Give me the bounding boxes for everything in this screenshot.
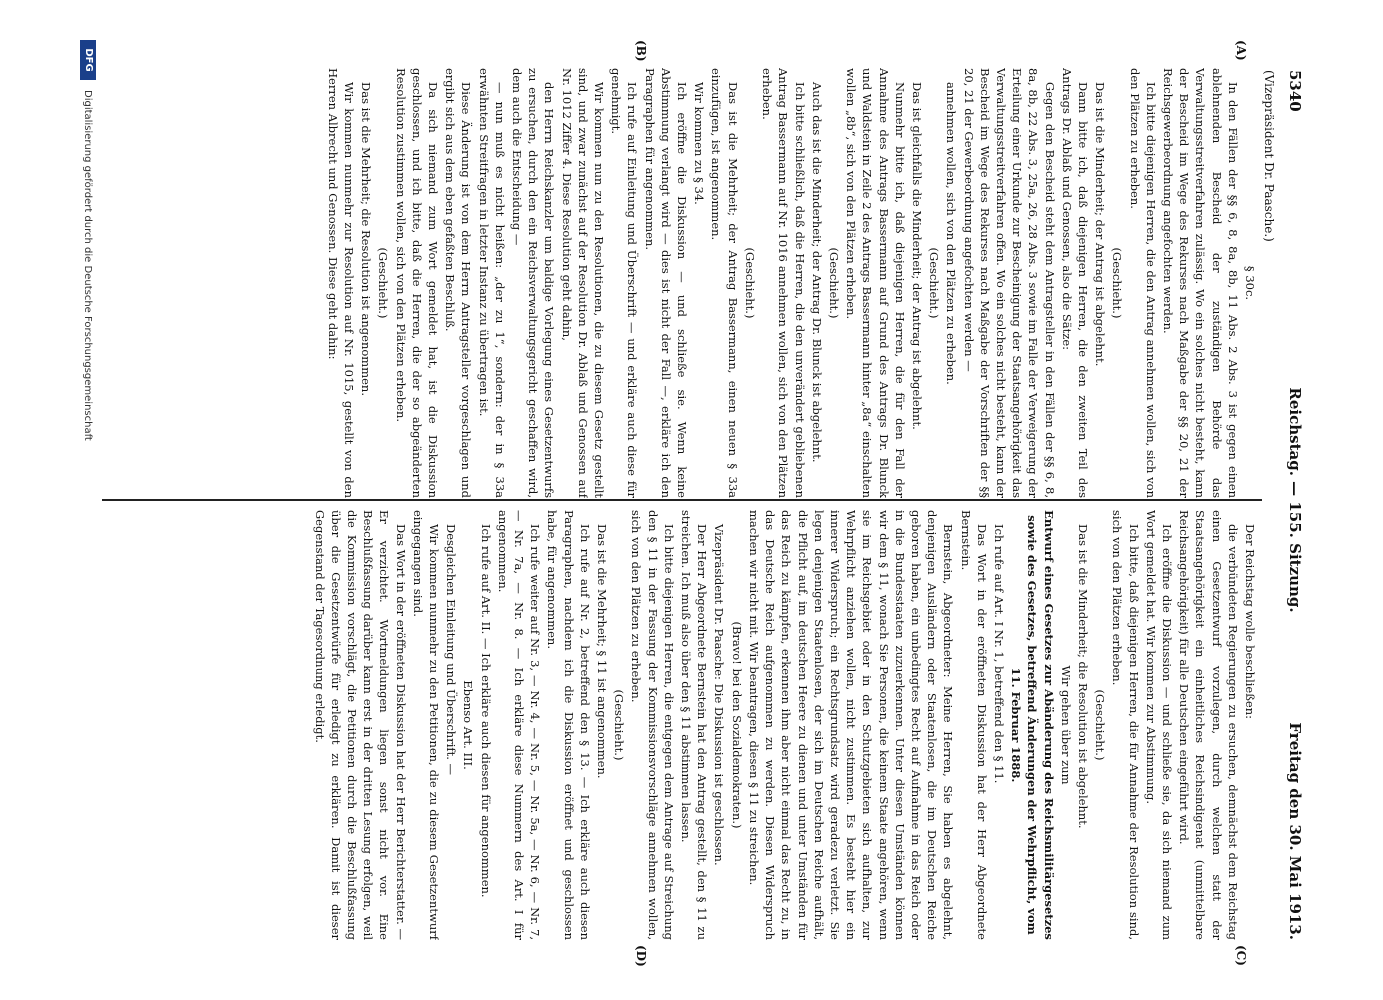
paragraph: Gegen den Bescheid steht dem Antragsteller in den Fällen der §§ 6, 8, 8a, 8b, 22 Abs. 3, 25a, 26, 28 Abs. 3 sowie im Falle der Verweigerung der Erteilung einer Urkunde zur Bescheinigung der Staatsangehörigkeit das Verwaltungsstreitverfahren offen. Wo ein solches nicht besteht, kann der Bescheid im Wege des Rekurses nach Maßgabe der Vorschriften der §§ 20, 21 der Gewerbeordnung angefochten werden — [961, 68, 1057, 498]
paragraph: Das ist die Mehrheit; die Resolution ist angenommen. [359, 82, 374, 396]
paragraph: Der Herr Abgeordnete Bernstein hat den Antrag gestellt, den § 11 zu streichen. Ich muß also über den § 11 abstimmen lassen. [679, 510, 710, 940]
column-divider [102, 499, 1262, 501]
paragraph: (Geschieht.) [1110, 247, 1125, 319]
paragraph: Wir kommen nunmehr zur Resolution auf Nr. 1015, gestellt von den Herren Albrecht und Genossen. Diese geht dahin: [325, 68, 357, 498]
footer [73, 0, 103, 1000]
left-column [98, 68, 1258, 498]
paragraph: Dann bitte ich, daß diejenigen Herren, die den zweiten Teil des Antrags Dr. Ablaß und Genossen, also die Sätze: [1059, 68, 1090, 498]
right-column [98, 510, 1258, 940]
paragraph: (Geschieht.) [612, 689, 627, 761]
paragraph: Wir kommen nun zu den Resolutionen, die zu diesem Gesetz gestellt sind, und zwar zunächst auf der Resolution Dr. Ablaß und Genossen auf Nr. 1012 Ziffer 4. Diese Resolution geht dahin, [559, 68, 607, 498]
paragraph: Wir kommen nunmehr zu den Petitionen, die zu diesem Gesetzentwurf eingegangen sind. [410, 510, 442, 940]
paragraph: Das Wort in der eröffneten Diskussion hat der Herr Berichterstatter. — Er verzichtet. Wortmeldungen liegen sonst nicht vor. Eine Beschlußfassung darüber kann erst in der dritten Lesung erfolgen, weil die Kommission vorschlägt, die Petitionen durch die Beschlußfassung über die Gesetzentwürfe für erledigt zu erklären. Damit ist dieser Gegenstand der Tagesordnung erledigt. [312, 510, 408, 940]
paragraph: § 30c. [1243, 265, 1257, 301]
page-title: Reichstag. — 155. Sitzung. [1286, 387, 1304, 613]
dfg-logo: DFG [80, 40, 96, 80]
paragraph: — nun muß es nicht heißen: „der zu 1“, sondern: der in § 33a erwähnten Streitfragen in letzter Instanz zu übertragen ist. [476, 68, 507, 498]
paragraph: Wir gehen über zum [1058, 665, 1073, 785]
paragraph: Ich bitte diejenigen Herren, die entgegen dem Antrage auf Streichung den § 11 in der Fassung der Kommissionsvorschläge annehmen wollen, sich von den Plätzen zu erheben. [629, 510, 676, 940]
paragraph: Ich rufe auf Art. II. — Ich erkläre auch diesen für angenommen. [478, 524, 493, 898]
page-number: 5340 [1286, 70, 1304, 112]
paragraph: Da sich niemand zum Wort gemeldet hat, ist die Diskussion geschlossen, und ich bitte, daß die Herren, die der so abgeänderten Resolution zustimmen wollen, sich von den Plätzen erheben. [393, 68, 441, 498]
margin-mark-a: (A) [1234, 40, 1248, 61]
margin-mark-c: (C) [1234, 945, 1248, 966]
paragraph: Entwurf eines Gesetzes zur Abänderung des Reichsmilitärgesetzes sowie des Gesetzes, betreffend Änderungen der Wehrpflicht, vom 11. Februar 1888. [1009, 510, 1056, 940]
paragraph: Ich bitte, daß diejenigen Herren, die für Annahme der Resolution sind, sich von den Plätzen erheben. [1110, 510, 1141, 940]
paragraph: Auch das ist die Minderheit; der Antrag Dr. Blunck ist abgelehnt. [809, 82, 824, 463]
paragraph: Ich rufe auf Nr. 2, betreffend den § 13. — Ich erkläre auch diesen Paragraphen, nachdem ich die Diskussion eröffnet und geschlossen habe, für angenommen. [545, 510, 592, 940]
paragraph: (Geschieht.) [742, 247, 757, 319]
paragraph: Ich eröffne die Diskussion — und schließe sie. Wenn keine Abstimmung verlangt wird — dies ist nicht der Fall —, erkläre ich den Paragraphen für angenommen. [642, 68, 690, 498]
paragraph: Desgleichen Einleitung und Überschrift. — [444, 524, 459, 776]
paragraph: Vizepräsident Dr. Paasche: Die Diskussion ist geschlossen. [712, 524, 727, 866]
paragraph: Bernstein, Abgeordneter: Meine Herren, Sie haben es abgelehnt, denjenigen Ausländern oder Staatenlosen, die im Deutschen Reiche geboren haben, ein unbedingtes Recht auf Aufnahme in das Reich oder in die Bundesstaaten zuzuerkennen. Unter diesen Umständen können wir dem § 11, wonach Sie Personen, die keinem Staate angehören, wenn sie im Reichsgebiet oder in den Schutzgebieten sich aufhalten, zur Wehrpflicht anziehen wollen, nicht zustimmen. Es besteht hier ein innerer Widerspruch; ein Rechtsgrundsatz wird geradezu verletzt. Sie legen denjenigen Staatenlosen, der sich im Deutschen Reiche aufhält, die Pflicht auf, im deutschen Heere zu dienen und unter Umständen für das Reich zu kämpfen, erkennen ihm aber nicht einmal das Recht zu, in das Deutsche Reich aufgenommen zu werden. Diesen Widerspruch machen wir nicht mit. Wir beantragen, diesen § 11 zu streichen. [746, 510, 956, 940]
paragraph: Das ist die Mehrheit; § 11 ist angenommen. [595, 524, 610, 779]
paragraph: Ich bitte diejenigen Herren, die den Antrag annehmen wollen, sich von den Plätzen zu erheben. [1127, 68, 1158, 498]
paragraph: (Bravo! bei den Sozialdemokraten.) [729, 621, 744, 829]
paragraph: den Herrn Reichskanzler um baldige Vorlegung eines Gesetzentwurfs zu ersuchen, durch den ein Reichsverwaltungsgericht geschaffen wird, dem auch die Entscheidung — [510, 68, 557, 498]
speaker-note: (Vizepräsident Dr. Paasche.) [1262, 70, 1276, 242]
document-page [73, 0, 1328, 1000]
paragraph: Das ist gleichfalls die Minderheit; der Antrag ist abgelehnt. [909, 82, 924, 430]
margin-mark-d: (D) [634, 945, 648, 967]
paragraph: Ich bitte schließlich, daß die Herren, die den unverändert gebliebenen Antrag Bassermann auf Nr. 1016 annehmen wollen, sich von den Plätzen erheben. [760, 68, 807, 498]
paragraph: (Geschieht.) [376, 247, 391, 319]
paragraph: Das Wort in der eröffneten Diskussion hat der Herr Abgeordnete Bernstein. [958, 510, 989, 940]
paragraph: Diese Änderung ist von dem Herrn Antragsteller vorgeschlagen und ergibt sich aus dem eben gefaßten Beschluß. [443, 68, 474, 498]
page-header [1278, 0, 1304, 1000]
paragraph: Der Reichstag wolle beschließen: [1243, 524, 1257, 719]
paragraph: In den Fällen der §§ 6, 8, 8a, 8b, 11 Abs. 2 Abs. 3 ist gegen einen ablehnenden Bescheid der zuständigen Behörde das Verwaltungsstreitverfahren zulässig. Wo ein solches nicht besteht, kann der Bescheid im Wege des Rekurses nach Maßgabe der §§ 20, 21 der Reichsgewerbeordnung angefochten werden. [1160, 68, 1240, 498]
paragraph: die verbündeten Regierungen zu ersuchen, demnächst dem Reichstag einen Gesetzentwurf vorzulegen, durch welchen statt der Staatsangehörigkeit ein einheitliches Reichsindigenat (unmittelbare Reichsangehörigkeit) für alle Deutschen eingeführt wird. [1177, 510, 1240, 940]
margin-mark-b: (B) [634, 40, 648, 62]
paragraph: (Geschieht.) [826, 247, 841, 319]
paragraph: Ich rufe auf Art. I Nr. 1, betreffend den § 11. [991, 524, 1006, 784]
session-date: Freitag den 30. Mai 1913. [1286, 722, 1304, 940]
paragraph: Ich rufe auf Einleitung und Überschrift — und erkläre auch diese für genehmigt. [609, 68, 640, 498]
paragraph: Das ist die Mehrheit; der Antrag Bassermann, einen neuen § 33a einzufügen, ist angenommen. [709, 68, 740, 498]
paragraph: Wir kommen zu § 34. [692, 82, 707, 205]
footer-credit: Digitalisierung gefördert durch die Deutsche Forschungsgemeinschaft [82, 90, 93, 441]
paragraph: Das ist die Minderheit; die Resolution ist abgelehnt. [1075, 524, 1090, 829]
paragraph: Ich rufe weiter auf Nr. 3, — Nr. 4, — Nr. 5, — Nr. 5a, — Nr. 6, — Nr. 7, — Nr. 7a, — Nr. 8. — Ich erkläre diese Nummern des Art. I für angenommen. [495, 510, 543, 940]
paragraph: Das ist die Minderheit; der Antrag ist abgelehnt. [1093, 82, 1108, 367]
paragraph: (Geschieht.) [1093, 689, 1108, 761]
paragraph: Nunmehr bitte ich, daß diejenigen Herren, die für den Fall der Annahme des Antrags Bassermann auf Grund des Antrags Dr. Blunck und Waldstein in Zeile 2 des Antrags Bassermann hinter „8a“ einschalten wollen „8b“, sich von den Plätzen erheben. [844, 68, 907, 498]
paragraph: annehmen wollen, sich von den Plätzen zu erheben. [944, 82, 959, 385]
paragraph: (Geschieht.) [927, 247, 942, 319]
paragraph: Ich eröffne die Diskussion — und schließe sie, da sich niemand zum Wort gemeldet hat. Wir kommen zur Abstimmung. [1143, 510, 1174, 940]
paragraph: Ebenso Art. III. [461, 680, 476, 770]
